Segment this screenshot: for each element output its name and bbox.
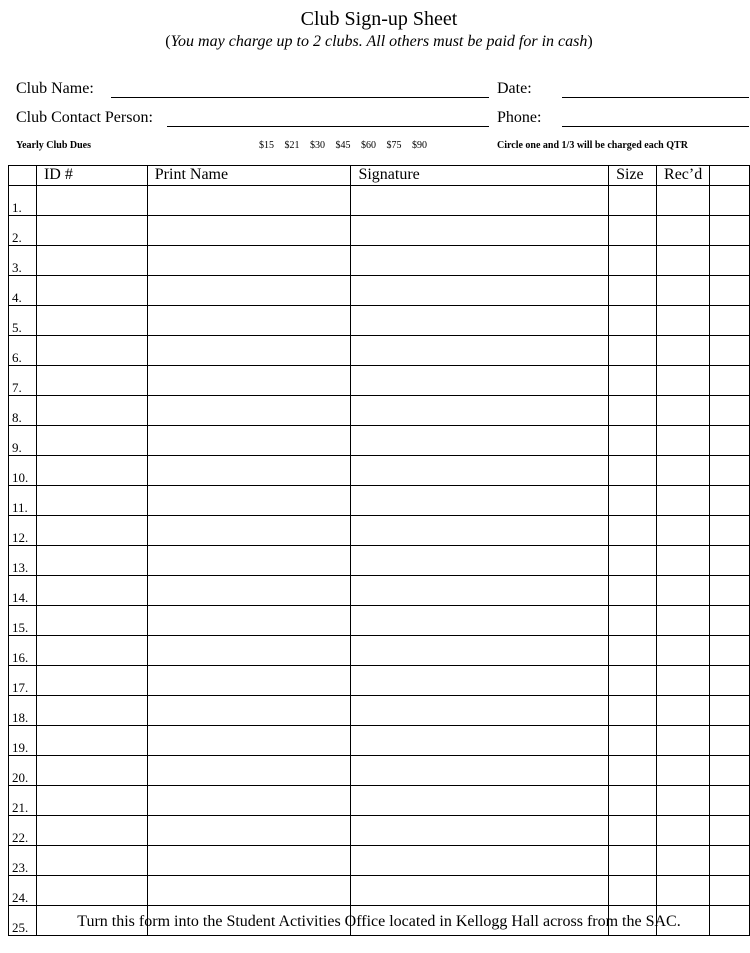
cell-received[interactable]: [657, 276, 710, 306]
cell-received[interactable]: [657, 456, 710, 486]
cell-print-name[interactable]: [147, 876, 351, 906]
table-row: [9, 756, 750, 786]
cell-signature[interactable]: [351, 756, 609, 786]
cell-size[interactable]: [609, 846, 657, 876]
row-number: 20.: [9, 756, 37, 786]
cell-size[interactable]: [609, 306, 657, 336]
cell-extra[interactable]: [710, 486, 750, 516]
cell-extra[interactable]: [710, 876, 750, 906]
dues-option[interactable]: $60: [361, 140, 376, 151]
cell-size[interactable]: [609, 216, 657, 246]
cell-size[interactable]: [609, 606, 657, 636]
cell-print-name[interactable]: [147, 516, 351, 546]
row-number: 17.: [9, 666, 37, 696]
cell-received[interactable]: [657, 576, 710, 606]
cell-received[interactable]: [657, 486, 710, 516]
cell-id[interactable]: [36, 216, 147, 246]
row-number: 6.: [9, 336, 37, 366]
row-number: 2.: [9, 216, 37, 246]
cell-extra[interactable]: [710, 756, 750, 786]
row-number: 21.: [9, 786, 37, 816]
cell-id[interactable]: [36, 486, 147, 516]
cell-size[interactable]: [609, 336, 657, 366]
cell-extra[interactable]: [710, 726, 750, 756]
dues-option[interactable]: $15: [259, 140, 274, 151]
cell-id[interactable]: [36, 516, 147, 546]
cell-print-name[interactable]: [147, 306, 351, 336]
table-row: [9, 636, 750, 666]
cell-size[interactable]: [609, 366, 657, 396]
cell-received[interactable]: [657, 426, 710, 456]
cell-received[interactable]: [657, 396, 710, 426]
cell-print-name[interactable]: [147, 186, 351, 216]
subtitle-close-paren: ): [587, 33, 593, 50]
row-number: 5.: [9, 306, 37, 336]
cell-signature[interactable]: [351, 276, 609, 306]
cell-received[interactable]: [657, 666, 710, 696]
cell-id[interactable]: [36, 306, 147, 336]
cell-print-name[interactable]: [147, 816, 351, 846]
cell-size[interactable]: [609, 816, 657, 846]
cell-extra[interactable]: [710, 336, 750, 366]
cell-size[interactable]: [609, 636, 657, 666]
cell-signature[interactable]: [351, 846, 609, 876]
cell-signature[interactable]: [351, 216, 609, 246]
table-row: [9, 516, 750, 546]
cell-signature[interactable]: [351, 576, 609, 606]
page-title: Club Sign-up Sheet: [300, 8, 458, 30]
table-row: [9, 546, 750, 576]
cell-signature[interactable]: [351, 486, 609, 516]
cell-print-name[interactable]: [147, 786, 351, 816]
cell-id[interactable]: [36, 876, 147, 906]
table-row: [9, 606, 750, 636]
table-row: [9, 426, 750, 456]
dues-option[interactable]: $90: [412, 140, 427, 151]
col-header-print-name: Print Name: [147, 166, 351, 186]
dues-note: Circle one and 1/3 will be charged each QTR: [497, 140, 688, 151]
cell-print-name[interactable]: [147, 486, 351, 516]
cell-print-name[interactable]: [147, 546, 351, 576]
row-number: 10.: [9, 456, 37, 486]
cell-size[interactable]: [609, 396, 657, 426]
cell-size[interactable]: [609, 756, 657, 786]
cell-received[interactable]: [657, 696, 710, 726]
cell-id[interactable]: [36, 186, 147, 216]
table-row: [9, 366, 750, 396]
cell-id[interactable]: [36, 276, 147, 306]
cell-extra[interactable]: [710, 786, 750, 816]
cell-extra[interactable]: [710, 666, 750, 696]
cell-print-name[interactable]: [147, 366, 351, 396]
club-name-label: Club Name:: [16, 80, 94, 97]
col-header-extra: [710, 166, 750, 186]
row-number: 7.: [9, 366, 37, 396]
table-row: [9, 576, 750, 606]
row-number: 4.: [9, 276, 37, 306]
table-row: [9, 846, 750, 876]
cell-signature[interactable]: [351, 876, 609, 906]
phone-field[interactable]: [562, 126, 749, 127]
col-header-signature: Signature: [351, 166, 609, 186]
row-number: 24.: [9, 876, 37, 906]
row-number: 12.: [9, 516, 37, 546]
cell-print-name[interactable]: [147, 666, 351, 696]
cell-signature[interactable]: [351, 396, 609, 426]
cell-id[interactable]: [36, 756, 147, 786]
cell-extra[interactable]: [710, 606, 750, 636]
cell-id[interactable]: [36, 846, 147, 876]
cell-signature[interactable]: [351, 696, 609, 726]
cell-received[interactable]: [657, 636, 710, 666]
cell-id[interactable]: [36, 816, 147, 846]
cell-print-name[interactable]: [147, 426, 351, 456]
cell-signature[interactable]: [351, 636, 609, 666]
cell-received[interactable]: [657, 336, 710, 366]
row-number: 16.: [9, 636, 37, 666]
row-number: 23.: [9, 846, 37, 876]
cell-signature[interactable]: [351, 246, 609, 276]
dues-option[interactable]: $21: [284, 140, 300, 151]
cell-extra[interactable]: [710, 216, 750, 246]
cell-signature[interactable]: [351, 786, 609, 816]
cell-print-name[interactable]: [147, 276, 351, 306]
cell-print-name[interactable]: [147, 456, 351, 486]
cell-extra[interactable]: [710, 696, 750, 726]
cell-print-name[interactable]: [147, 726, 351, 756]
row-number: 19.: [9, 726, 37, 756]
row-number: 18.: [9, 696, 37, 726]
cell-extra[interactable]: [710, 426, 750, 456]
row-number: 15.: [9, 606, 37, 636]
table-row: [9, 186, 750, 216]
cell-print-name[interactable]: [147, 636, 351, 666]
phone-label: Phone:: [497, 109, 542, 126]
cell-id[interactable]: [36, 576, 147, 606]
table-row: [9, 336, 750, 366]
cell-print-name[interactable]: [147, 396, 351, 426]
table-row: [9, 486, 750, 516]
cell-signature[interactable]: [351, 516, 609, 546]
signup-table: [8, 165, 750, 936]
cell-extra[interactable]: [710, 576, 750, 606]
dues-option[interactable]: $30: [310, 140, 325, 151]
cell-id[interactable]: [36, 366, 147, 396]
cell-size[interactable]: [609, 456, 657, 486]
dues-option[interactable]: $45: [335, 140, 351, 151]
cell-id[interactable]: [36, 246, 147, 276]
club-name-field[interactable]: [111, 97, 489, 98]
subtitle-open-paren: (: [165, 33, 171, 50]
cell-received[interactable]: [657, 306, 710, 336]
cell-size[interactable]: [609, 546, 657, 576]
cell-print-name[interactable]: [147, 576, 351, 606]
subtitle-text: You may charge up to 2 clubs. All others must be paid for in cash: [170, 33, 588, 50]
cell-signature[interactable]: [351, 666, 609, 696]
row-number: 1.: [9, 186, 37, 216]
cell-extra[interactable]: [710, 636, 750, 666]
cell-received[interactable]: [657, 606, 710, 636]
cell-extra[interactable]: [710, 516, 750, 546]
col-header-size: Size: [609, 166, 657, 186]
cell-size[interactable]: [609, 426, 657, 456]
page-subtitle: [0, 33, 750, 51]
row-number: 22.: [9, 816, 37, 846]
table-row: [9, 876, 750, 906]
cell-id[interactable]: [36, 726, 147, 756]
cell-extra[interactable]: [710, 276, 750, 306]
cell-id[interactable]: [36, 546, 147, 576]
cell-extra[interactable]: [710, 846, 750, 876]
cell-size[interactable]: [609, 576, 657, 606]
contact-person-field[interactable]: [167, 126, 489, 127]
cell-id[interactable]: [36, 336, 147, 366]
cell-id[interactable]: [36, 666, 147, 696]
table-row: [9, 666, 750, 696]
row-number: 8.: [9, 396, 37, 426]
cell-size[interactable]: [609, 276, 657, 306]
table-row: [9, 216, 750, 246]
cell-extra[interactable]: [710, 306, 750, 336]
cell-signature[interactable]: [351, 336, 609, 366]
cell-print-name[interactable]: [147, 216, 351, 246]
cell-size[interactable]: [609, 726, 657, 756]
cell-print-name[interactable]: [147, 756, 351, 786]
cell-signature[interactable]: [351, 186, 609, 216]
cell-received[interactable]: [657, 546, 710, 576]
cell-print-name[interactable]: [147, 336, 351, 366]
row-number: 25.: [9, 906, 37, 936]
cell-received[interactable]: [657, 516, 710, 546]
cell-signature[interactable]: [351, 816, 609, 846]
cell-extra[interactable]: [710, 396, 750, 426]
cell-size[interactable]: [609, 246, 657, 276]
cell-extra[interactable]: [710, 366, 750, 396]
table-row: [9, 786, 750, 816]
date-field[interactable]: [562, 97, 749, 98]
table-row: [9, 306, 750, 336]
cell-signature[interactable]: [351, 726, 609, 756]
date-label: Date:: [497, 80, 532, 97]
cell-extra[interactable]: [710, 246, 750, 276]
cell-id[interactable]: [36, 786, 147, 816]
cell-size[interactable]: [609, 696, 657, 726]
cell-size[interactable]: [609, 186, 657, 216]
cell-extra[interactable]: [710, 546, 750, 576]
table-header-row: [9, 166, 750, 186]
dues-options: [259, 140, 435, 151]
cell-signature[interactable]: [351, 426, 609, 456]
table-row: [9, 276, 750, 306]
cell-received[interactable]: [657, 186, 710, 216]
table-row: [9, 696, 750, 726]
cell-signature[interactable]: [351, 306, 609, 336]
contact-person-label: Club Contact Person:: [16, 109, 153, 126]
cell-received[interactable]: [657, 876, 710, 906]
footer-instructions: Turn this form into the Student Activities Office located in Kellogg Hall across from the SAC.: [77, 913, 681, 930]
cell-received[interactable]: [657, 786, 710, 816]
cell-print-name[interactable]: [147, 696, 351, 726]
cell-print-name[interactable]: [147, 246, 351, 276]
table-row: [9, 816, 750, 846]
cell-received[interactable]: [657, 756, 710, 786]
col-header-id: ID #: [36, 166, 147, 186]
cell-signature[interactable]: [351, 366, 609, 396]
cell-print-name[interactable]: [147, 846, 351, 876]
table-row: [9, 246, 750, 276]
row-number: 13.: [9, 546, 37, 576]
dues-option[interactable]: $75: [386, 140, 402, 151]
cell-received[interactable]: [657, 366, 710, 396]
cell-received[interactable]: [657, 246, 710, 276]
cell-signature[interactable]: [351, 606, 609, 636]
cell-received[interactable]: [657, 846, 710, 876]
cell-extra[interactable]: [710, 186, 750, 216]
table-row: [9, 396, 750, 426]
row-number: 9.: [9, 426, 37, 456]
cell-size[interactable]: [609, 786, 657, 816]
cell-size[interactable]: [609, 516, 657, 546]
cell-extra[interactable]: [710, 456, 750, 486]
row-number: 3.: [9, 246, 37, 276]
cell-print-name[interactable]: [147, 606, 351, 636]
cell-size[interactable]: [609, 666, 657, 696]
cell-received[interactable]: [657, 816, 710, 846]
cell-signature[interactable]: [351, 456, 609, 486]
cell-id[interactable]: [36, 396, 147, 426]
cell-id[interactable]: [36, 426, 147, 456]
table-row: [9, 726, 750, 756]
cell-extra[interactable]: [710, 816, 750, 846]
cell-id[interactable]: [36, 456, 147, 486]
cell-size[interactable]: [609, 876, 657, 906]
cell-signature[interactable]: [351, 546, 609, 576]
table-row: [9, 456, 750, 486]
cell-id[interactable]: [36, 606, 147, 636]
dues-label: Yearly Club Dues: [16, 140, 92, 151]
cell-received[interactable]: [657, 216, 710, 246]
col-header-received: Rec’d: [657, 166, 710, 186]
col-header-number: [9, 166, 37, 186]
cell-id[interactable]: [36, 696, 147, 726]
cell-size[interactable]: [609, 486, 657, 516]
row-number: 14.: [9, 576, 37, 606]
row-number: 11.: [9, 486, 37, 516]
cell-id[interactable]: [36, 636, 147, 666]
cell-received[interactable]: [657, 726, 710, 756]
